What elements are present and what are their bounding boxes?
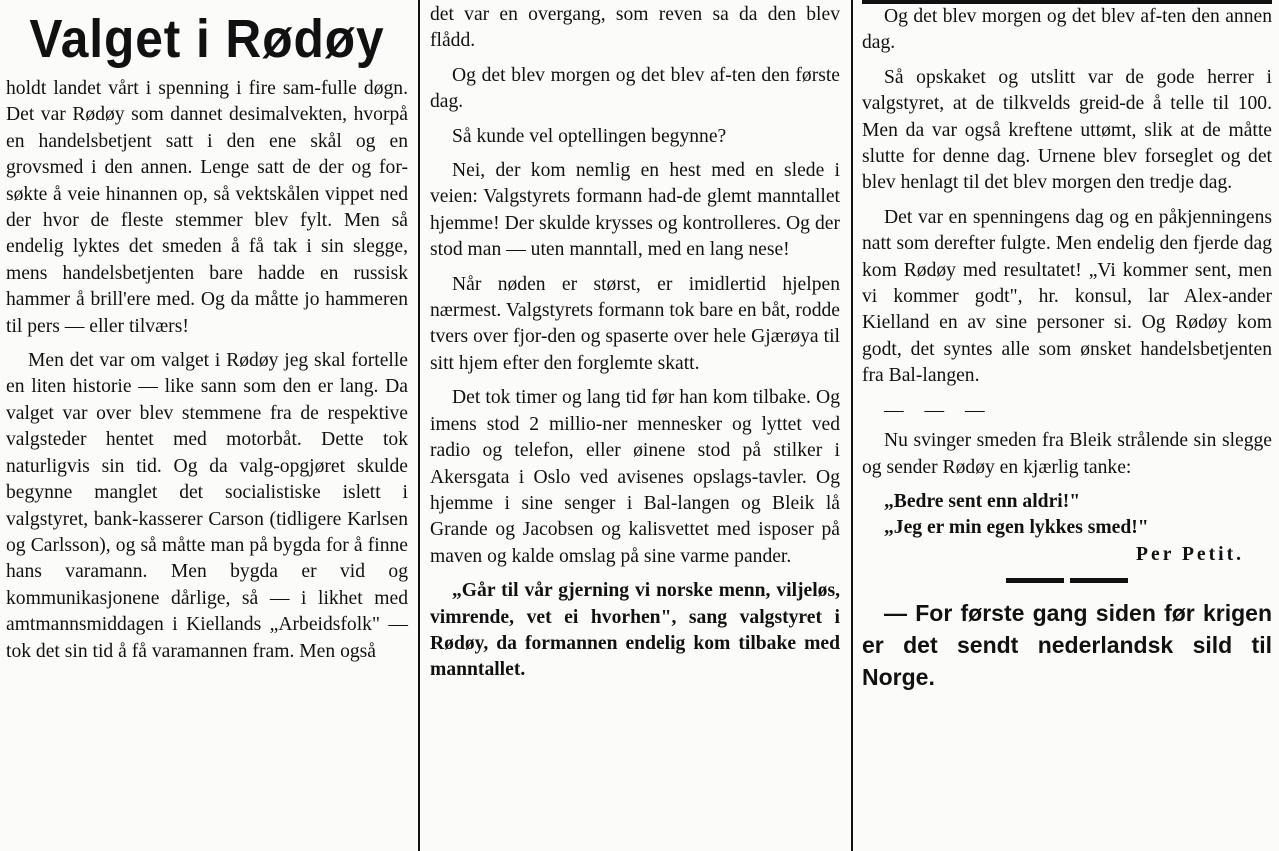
paragraph: Nu svinger smeden fra Bleik strålende sin slegge og sender Rødøy en kjærlig tanke: [862, 430, 1272, 478]
paragraph: Så opskaket og utslitt var de gode herrer i valgstyret, at de tilkvelds greid-de å telle til 100. Men da var også kreftene uttømt, slik at de måtte slutte for denne dag. Urnene blev forseglet og det blev henlagt til det blev morgen den tredje dag. [862, 66, 1272, 194]
paragraph: Og det blev morgen og det blev af-ten den første dag. [430, 64, 840, 113]
column-rule [851, 0, 853, 851]
double-rule-divider [862, 578, 1272, 583]
news-notice: — For første gang siden før krigen er det sendt nederlandsk sild til Norge. [862, 600, 1272, 691]
paragraph: „Går til vår gjerning vi norske menn, viljeløs, vimrende, vet ei hvorhen", sang valgstyret i Rødøy, da formannen endelig kom tilbake med manntallet. [430, 580, 840, 681]
author-signature: Per Petit. [1136, 543, 1244, 565]
paragraph: det var en overgang, som reven sa da den blev flådd. [430, 4, 840, 52]
section-separator: — — — [884, 399, 993, 421]
paragraph: Men det var om valget i Rødøy jeg skal fortelle en liten historie — like sann som den er lang. Da valget var over blev stemmene fra de respektive valgsteder hentet med motorbåt. Dette tok naturligvis sin tid. Og da valg-opgjøret skulde begynne manglet det socialistiske islett i valgstyret, bank-kasserer Carson (tidligere Karlsen og Carlsson), og så måtte man på bygda for å finne hans varamann. Men bygda er vid og kommunikasjonene dårlige, så — i likhet med amtmannsmiddagen i Kiellands „Arbeidsfolk" — tok det sin tid å få varamannen fram. Men også [6, 350, 408, 662]
column-2 [430, 0, 840, 851]
column-3 [862, 0, 1272, 851]
column-rule [418, 0, 420, 851]
quote-line: „Bedre sent enn aldri!" [884, 490, 1081, 512]
quote-line: „Jeg er min egen lykkes smed!" [884, 517, 1149, 539]
paragraph: Så kunde vel optellingen begynne? [452, 125, 727, 147]
paragraph: Og det blev morgen og det blev af-ten den annen dag. [862, 6, 1272, 54]
paragraph: Nei, der kom nemlig en hest med en slede i veien: Valgstyrets formann had-de glemt manntallet hjemme! Der skulde krysses og kontrolleres. Og der stod man — uten manntall, med en lang nese! [430, 160, 840, 261]
paragraph: Det tok timer og lang tid før han kom tilbake. Og imens stod 2 millio-ner mennesker og lyttet ved radio og telefon, eller øinene stod på stilker i Akersgata i Oslo ved avisenes opslags-tavler. Og hjemme i sine senger i Bal-langen og Bleik lå Grande og Jacobsen og kalisvettet med isposer på maven og kalde omslag på sine varme pander. [430, 387, 840, 567]
paragraph: Det var en spenningens dag og en påkjenningens natt som derefter fulgte. Men endelig den fjerde dag kom Rødøy med resultatet! „Vi kommer sent, men vi kommer godt", hr. konsul, lar Alex-ander Kielland en av sine personer si. Og Rødøy kom godt, det syntes alle som ønsket handelsbetjenten fra Bal-langen. [862, 206, 1272, 387]
column-1 [6, 0, 408, 851]
paragraph: holdt landet vårt i spenning i fire sam-fulle døgn. Det var Rødøy som dannet desimalvekten, hvorpå en handelsbetjent satt i den ene skål og en grovsmed i den annen. Lenge satt de der og for-søkte å veie hinannen op, så vektskålen vippet ned der hvor de fleste stemmer blev fylt. Men så endelig lyktes det smeden å få tak i sin slegge, mens handelsbetjenten bare hadde en russisk hammer å brill'ere med. Og da måtte jo hammeren til pers — eller tilværs! [6, 78, 408, 337]
paragraph: Når nøden er størst, er imidlertid hjelpen nærmest. Valgstyrets formann tok bare en båt, rodde tvers over fjor-den og spaserte over hele Gjærøya til sitt hjem efter den forglemte skatt. [430, 273, 840, 374]
headline: Valget i Rødøy [29, 9, 385, 69]
